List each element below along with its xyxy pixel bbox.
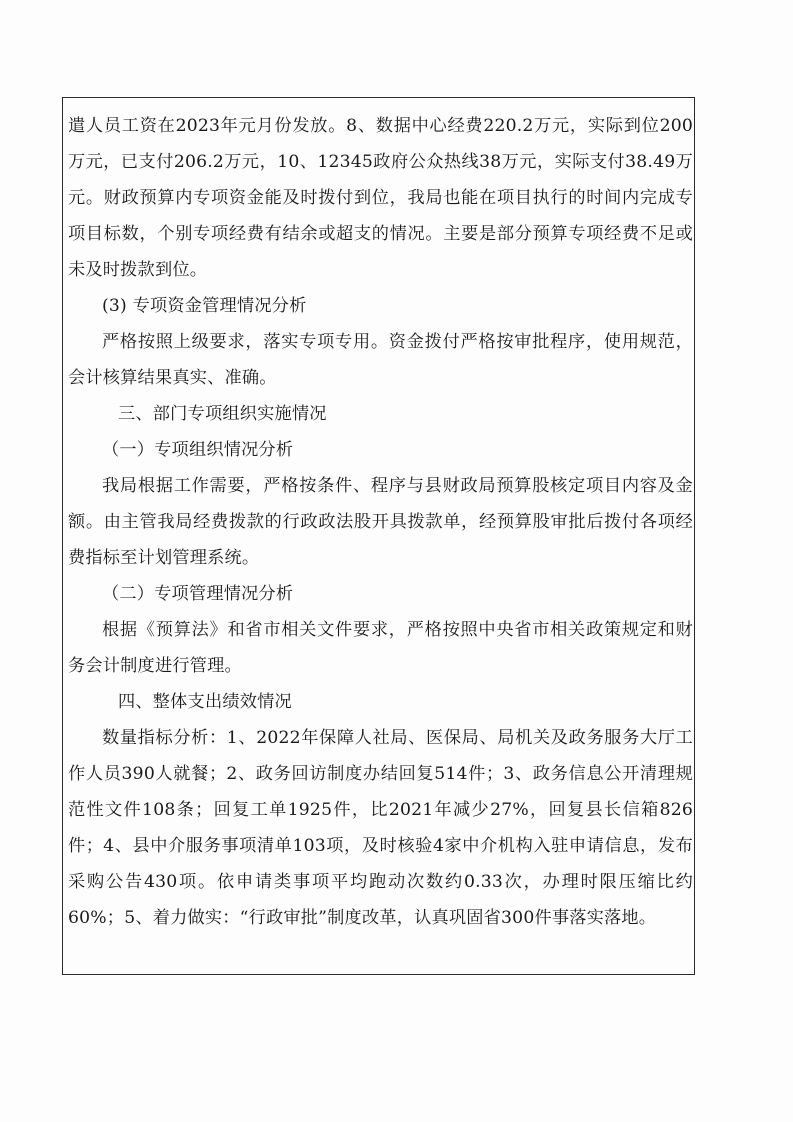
heading-special-fund-management: (3) 专项资金管理情况分析 xyxy=(102,296,307,316)
heading-section-three: 三、部门专项组织实施情况 xyxy=(118,404,327,424)
paragraph-organization: 我局根据工作需要，严格按条件、程序与县财政局预算股核定项目内容及金额。由主管我局经费拨款的行政政法股开具拨款单，经预算股审批后拨付各项经费指标至计划管理系统。 xyxy=(68,476,693,568)
heading-section-four: 四、整体支出绩效情况 xyxy=(118,692,292,712)
paragraph-management: 根据《预算法》和省市相关文件要求，严格按照中央省市相关政策规定和财务会计制度进行管理。 xyxy=(68,620,693,676)
heading-organization-analysis: （一）专项组织情况分析 xyxy=(102,440,294,460)
document-body xyxy=(68,108,693,936)
paragraph-fund-management: 严格按照上级要求，落实专项专用。资金拨付严格按审批程序，使用规范，会计核算结果真实、准确。 xyxy=(68,332,693,388)
heading-management-analysis: （二）专项管理情况分析 xyxy=(102,584,294,604)
paragraph-funding-details: 遣人员工资在2023年元月份发放。8、数据中心经费220.2万元，实际到位200万元，已支付206.2万元，10、12345政府公众热线38万元，实际支付38.49万元。财政预算内专项资金能及时拨付到位，我局也能在项目执行的时间内完成专项目标数，个别专项经费有结余或超支的情况。主要是部分预算专项经费不足或未及时拨款到位。 xyxy=(68,116,693,280)
paragraph-quantity-indicators: 数量指标分析：1、2022年保障人社局、医保局、局机关及政务服务大厅工作人员390人就餐；2、政务回访制度办结回复514件；3、政务信息公开清理规范性文件108条；回复工单1925件，比2021年减少27%，回复县长信箱826件；4、县中介服务事项清单103项，及时核验4家中介机构入驻申请信息，发布采购公告430项。依申请类事项平均跑动次数约0.33次，办理时限压缩比约60%；5、着力做实：“行政审批”制度改革，认真巩固省300件事落实落地。 xyxy=(68,728,693,928)
